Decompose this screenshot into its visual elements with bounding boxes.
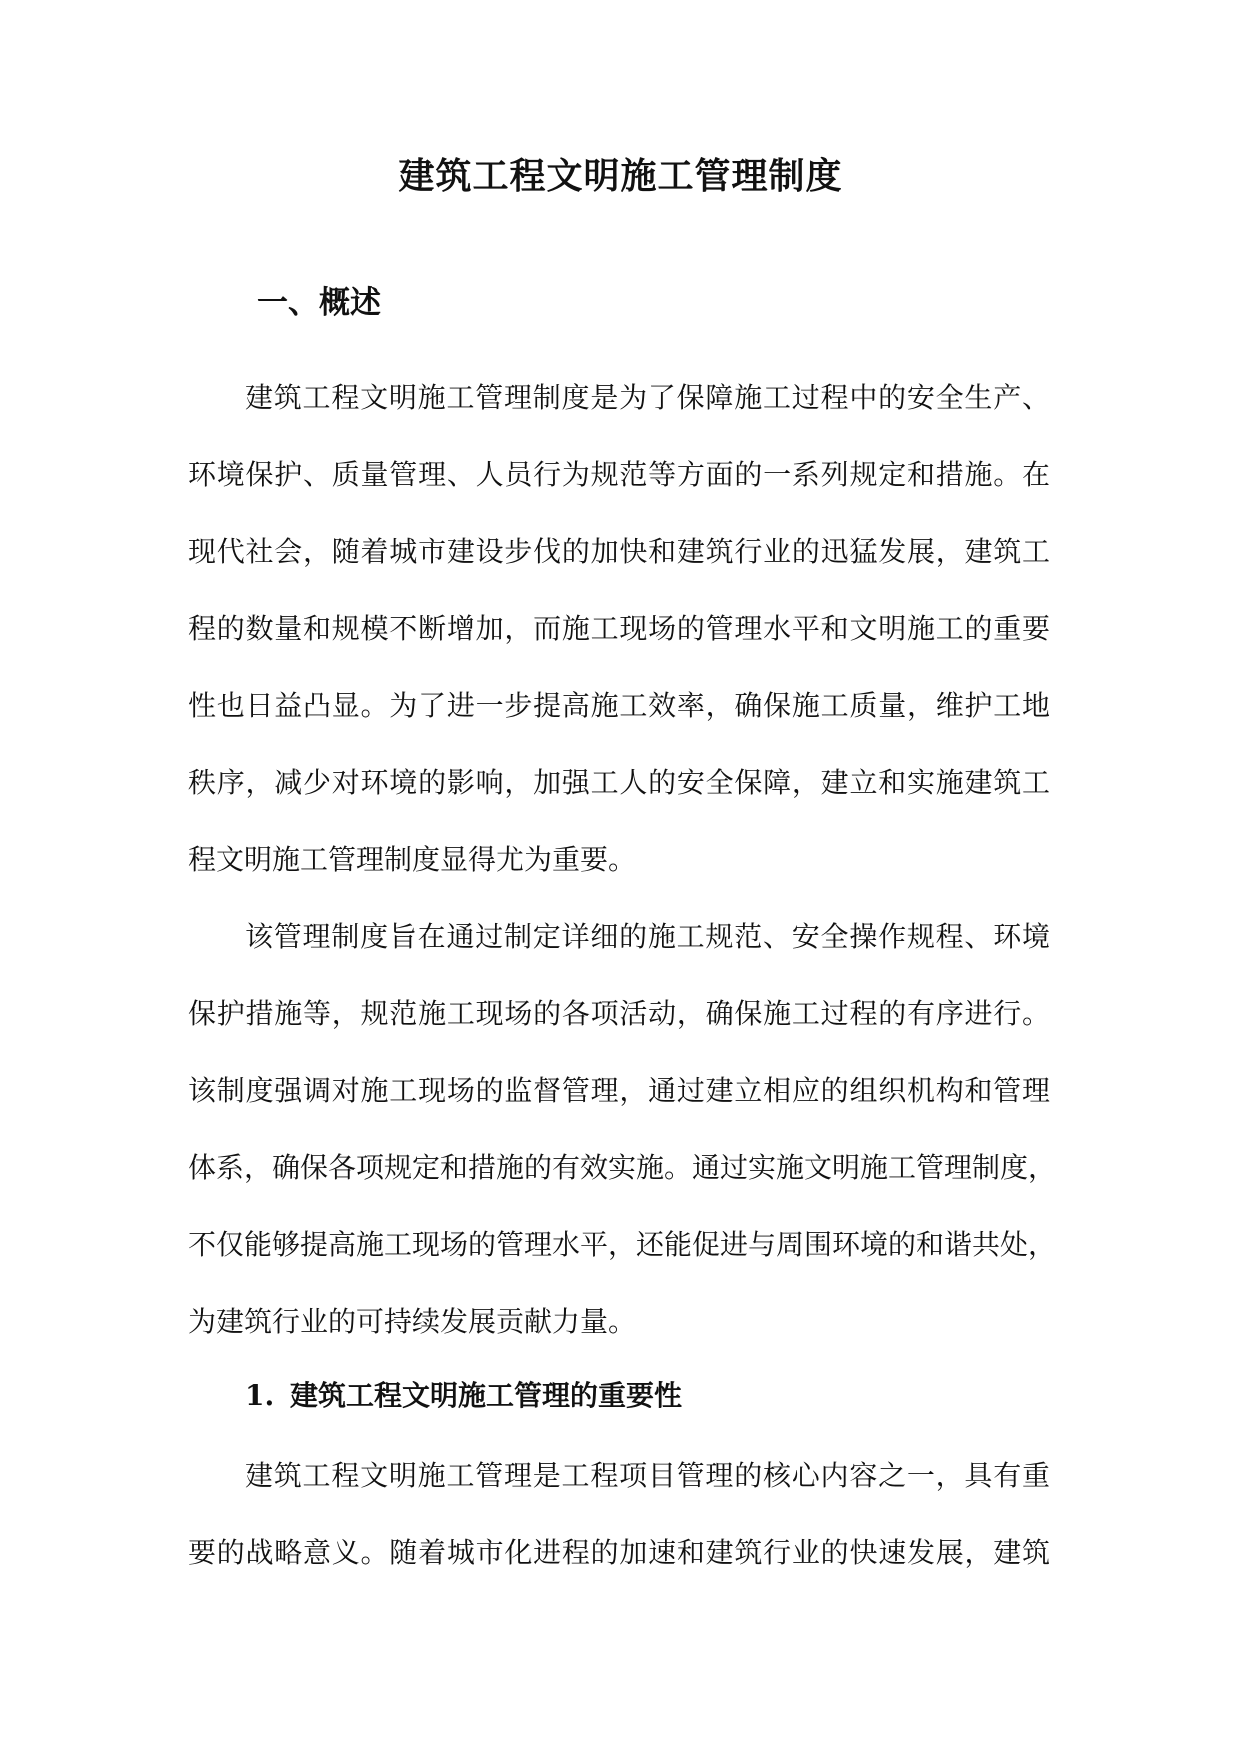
- paragraph-line: 要的战略意义。随着城市化进程的加速和建筑行业的快速发展，建筑: [188, 1536, 1050, 1569]
- paragraph-line: 秩序，减少对环境的影响，加强工人的安全保障，建立和实施建筑工: [188, 766, 1050, 799]
- paragraph-line: 体系，确保各项规定和措施的有效实施。通过实施文明施工管理制度，: [188, 1151, 1057, 1184]
- paragraph-line: 现代社会，随着城市建设步伐的加快和建筑行业的迅猛发展，建筑工: [188, 535, 1050, 568]
- paragraph-line: 保护措施等，规范施工现场的各项活动，确保施工过程的有序进行。: [188, 997, 1050, 1030]
- subheading-importance: [245, 1376, 682, 1416]
- paragraph-line: 建筑工程文明施工管理制度是为了保障施工过程中的安全生产、: [245, 381, 1050, 414]
- paragraph-line: 不仅能够提高施工现场的管理水平，还能促进与周围环境的和谐共处，: [188, 1228, 1057, 1261]
- paragraph-line: 建筑工程文明施工管理是工程项目管理的核心内容之一，具有重: [245, 1459, 1050, 1492]
- paragraph-line: 程的数量和规模不断增加，而施工现场的管理水平和文明施工的重要: [188, 612, 1050, 645]
- paragraph-line: 为建筑行业的可持续发展贡献力量。: [188, 1305, 637, 1338]
- paragraph-line: 程文明施工管理制度显得尤为重要。: [188, 843, 637, 876]
- paragraph-line: 该制度强调对施工现场的监督管理，通过建立相应的组织机构和管理: [188, 1074, 1050, 1107]
- paragraph-overview-1: [188, 359, 1050, 898]
- subheading-text: 建筑工程文明施工管理的重要性: [290, 1379, 683, 1412]
- paragraph-importance: [188, 1437, 1050, 1591]
- document-title: 建筑工程文明施工管理制度: [398, 155, 843, 197]
- subheading-number: 1.: [245, 1379, 275, 1412]
- paragraph-line: 该管理制度旨在通过制定详细的施工规范、安全操作规程、环境: [245, 920, 1050, 953]
- paragraph-line: 性也日益凸显。为了进一步提高施工效率，确保施工质量，维护工地: [188, 689, 1050, 722]
- paragraph-line: 环境保护、质量管理、人员行为规范等方面的一系列规定和措施。在: [188, 458, 1050, 491]
- section-heading-overview: 一、概述: [257, 285, 381, 321]
- paragraph-overview-2: [188, 898, 1057, 1360]
